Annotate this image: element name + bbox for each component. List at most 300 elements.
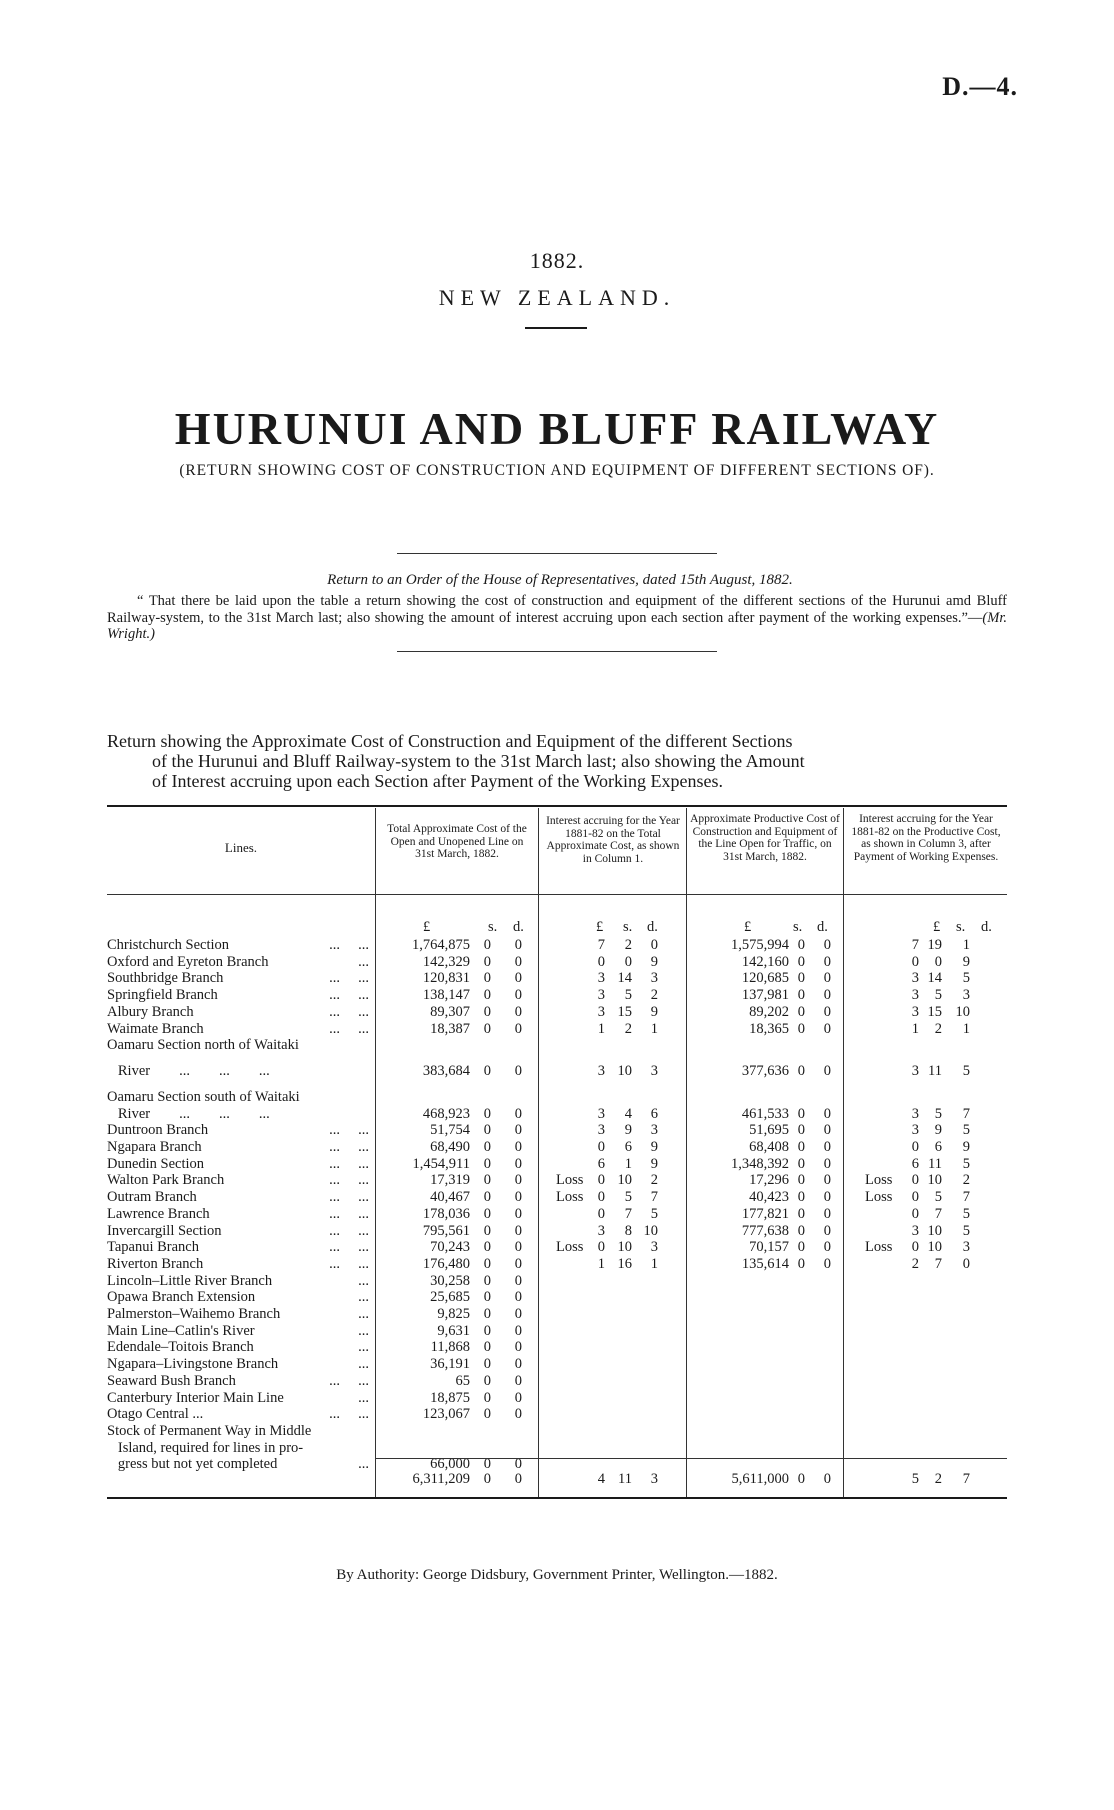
cell-c4d: 7 [962,1105,970,1122]
cell-c2p: 3 [597,1122,605,1139]
cell-c1d: 0 [514,1020,522,1037]
line-name [107,954,375,971]
cell-c3d: 0 [823,1205,831,1222]
line-name-text: Main Line–Catlin's River [107,1322,255,1339]
title-divider [525,327,587,329]
cell-c2p: 1 [597,1020,605,1037]
cell-c4d: 5 [962,970,970,987]
total-c2p: 4 [597,1471,605,1487]
cell-c1d: 0 [514,1139,522,1156]
cell-c2d: 3 [650,1239,658,1256]
leader-dots: ... ... [329,1406,369,1423]
cell-c2s: 9 [624,1122,632,1139]
cell-c4d: 7 [962,1189,970,1206]
cell-c1s: 0 [483,1139,491,1156]
unit-pence: d. [513,919,524,935]
cell-c1s: 0 [483,1456,491,1473]
cell-c1s: 0 [483,1389,491,1406]
cell-c3d: 0 [823,1122,831,1139]
line-name [107,987,375,1004]
cell-c3s: 0 [797,987,805,1004]
line-name [107,1356,375,1373]
cell-c3d: 0 [823,1139,831,1156]
cell-c1: 123,067 [422,1406,470,1423]
cell-c4d: 1 [962,937,970,953]
leader-dots: ... [358,1456,369,1473]
document-year: 1882. [529,248,585,273]
cell-c3s: 0 [797,1222,805,1239]
cell-c2s: 14 [617,970,632,987]
cell-c4d: 9 [962,1139,970,1156]
line-name-text: River ... ... ... [107,1063,270,1080]
cell-c1: 51,754 [430,1122,470,1139]
cell-c1d: 0 [514,1306,522,1323]
cell-c1d: 0 [514,970,522,987]
cell-c4s: 10 [927,1239,942,1256]
cell-c1d: 0 [514,1289,522,1306]
leader-dots: ... [358,1289,369,1306]
line-name-text: gress but not yet completed [107,1456,278,1473]
line-name-text: River ... ... ... [107,1105,270,1122]
line-name-text: Springfield Branch [107,987,218,1004]
cell-c4p: 3 [911,987,919,1004]
leader-dots: ... ... [329,1172,369,1189]
line-name-text: Ngapara Branch [107,1139,202,1156]
document-country: NEW ZEALAND. [438,285,676,310]
unit-pound: £ [596,919,604,935]
cell-c4s: 7 [934,1205,942,1222]
cell-c3: 377,636 [741,1063,789,1080]
cell-c4p: 7 [911,937,919,953]
cell-c2d: 7 [650,1189,658,1206]
cell-c4d: 10 [955,1003,970,1020]
cell-c4d: 5 [962,1222,970,1239]
cell-c1s: 0 [483,1222,491,1239]
line-name [107,1223,375,1240]
line-name-text: Otago Central ... [107,1406,204,1423]
order-bottom-rule [397,651,717,652]
cell-c3s: 0 [797,1122,805,1139]
cell-c4p: 0 [911,1172,919,1189]
cell-c1d: 0 [514,1063,522,1080]
cell-c2d: 10 [643,1222,658,1239]
cell-c1s: 0 [483,1172,491,1189]
cell-c1d: 0 [514,1372,522,1389]
cell-c1d: 0 [514,1105,522,1122]
cell-c2s: 6 [624,1139,632,1156]
cell-c1d: 0 [514,937,522,953]
cell-c2p: 1 [597,1255,605,1272]
line-name [107,1172,375,1189]
leader-dots: ... ... [329,1255,369,1272]
line-name [107,970,375,987]
line-name-text: Lincoln–Little River Branch [107,1272,273,1289]
line-name-text: Canterbury Interior Main Line [107,1389,284,1406]
cell-c4p: 3 [911,1222,919,1239]
cell-c2p: 3 [597,1105,605,1122]
cell-c1: 468,923 [422,1105,470,1122]
return-heading-line-3: of Interest accruing upon each Section after Payment of the Working Expenses. [152,771,724,791]
quote-text: “ That there be laid upon the table a return showing the cost of construction and equipment of the different sections of the Hurunui amd Bluff Railway-system, to the 31st March last; also showing the amount of interest accruing upon each section after payment of the working expenses.”— [107,593,1007,626]
column-divider [538,808,539,1497]
cell-c4s: 10 [927,1222,942,1239]
cell-c1: 30,258 [430,1272,470,1289]
total-c1d: 0 [514,1471,522,1487]
line-name [107,1021,375,1038]
cell-c2p: 3 [597,1222,605,1239]
cell-c3s: 0 [797,1020,805,1037]
cell-c2s: 15 [617,1003,632,1020]
cell-c2p: 6 [597,1155,605,1172]
cell-c1d: 0 [514,1172,522,1189]
cell-c1s: 0 [483,1205,491,1222]
cell-c2s: 1 [624,1155,632,1172]
cell-c2p: 0 [597,1189,605,1206]
line-name-text: Dunedin Section [107,1155,205,1172]
line-name [107,1423,375,1440]
total-c2d: 3 [650,1471,658,1487]
order-line: Return to an Order of the House of Representatives, dated 15th August, 1882. [327,572,793,588]
cell-c3: 461,533 [741,1105,789,1122]
cell-c1s: 0 [483,1189,491,1206]
line-name-text: Ngapara–Livingstone Branch [107,1356,279,1373]
cell-c4p: 0 [911,1239,919,1256]
line-name-text: Albury Branch [107,1003,194,1020]
cell-c1: 68,490 [430,1139,470,1156]
cell-c4p: 0 [911,1189,919,1206]
line-name [107,1273,375,1290]
cell-c3d: 0 [823,1020,831,1037]
cell-c2s: 10 [617,1063,632,1080]
cell-c4p: 6 [911,1155,919,1172]
cell-c2s: 0 [624,953,632,970]
cell-c2s: 8 [624,1222,632,1239]
cell-c2s: 5 [624,987,632,1004]
cell-c3: 777,638 [741,1222,789,1239]
total-c4d: 7 [962,1471,970,1487]
cell-c1: 795,561 [422,1222,470,1239]
cell-c3: 17,296 [749,1172,789,1189]
cell-c2l: Loss [556,1239,584,1256]
cell-c3s: 0 [797,953,805,970]
total-c4s: 2 [934,1471,942,1487]
header-lines: Lines. [224,840,258,855]
leader-dots: ... ... [329,1003,369,1020]
line-name [107,1063,375,1080]
column-divider [686,808,687,1497]
cell-c1s: 0 [483,987,491,1004]
cell-c4s: 0 [934,953,942,970]
cell-c1d: 0 [514,1222,522,1239]
line-name [107,1456,375,1473]
total-c3d: 0 [823,1471,831,1487]
cell-c1s: 0 [483,1122,491,1139]
printer-footer: By Authority: George Didsbury, Government Printer, Wellington.—1882. [336,1567,778,1583]
cell-c1: 65 [455,1372,470,1389]
cell-c3s: 0 [797,1063,805,1080]
cell-c3s: 0 [797,1139,805,1156]
unit-pence: d. [817,919,828,935]
cell-c3: 40,423 [749,1189,789,1206]
line-name-text: Oamaru Section south of Waitaki [107,1088,300,1105]
cell-c4s: 11 [928,1063,942,1080]
cell-c4s: 6 [934,1139,942,1156]
cell-c4s: 5 [934,987,942,1004]
cell-c2p: 0 [597,953,605,970]
cell-c3d: 0 [823,1255,831,1272]
cell-c1: 142,329 [422,953,470,970]
cell-c3d: 0 [823,1172,831,1189]
cell-c1d: 0 [514,1406,522,1423]
cell-c1d: 0 [514,1155,522,1172]
cell-c1s: 0 [483,937,491,953]
cell-c1d: 0 [514,1255,522,1272]
cell-c3s: 0 [797,1172,805,1189]
cell-c3s: 0 [797,1155,805,1172]
cell-c2s: 2 [624,1020,632,1037]
cell-c4p: 3 [911,1105,919,1122]
cell-c4d: 5 [962,1155,970,1172]
total-c1: 6,311,209 [412,1471,470,1487]
leader-dots: ... [358,1389,369,1406]
header-interest-total: Interest accruing for the Year 1881-82 on the Total Approximate Cost, as shown in Column 1. [546,815,680,865]
cell-c3d: 0 [823,1063,831,1080]
cell-c3: 68,408 [749,1139,789,1156]
cell-c1: 1,764,875 [412,937,470,953]
cell-c1s: 0 [483,1356,491,1373]
cell-c1s: 0 [483,1272,491,1289]
quote-author: (Mr. Wright.) [107,609,1007,642]
cell-c2l: Loss [556,1189,584,1206]
total-c1s: 0 [483,1471,491,1487]
cell-c4s: 5 [934,1189,942,1206]
cell-c3s: 0 [797,1255,805,1272]
cell-c1d: 0 [514,1339,522,1356]
cell-c4p: 3 [911,1122,919,1139]
cell-c2d: 2 [650,987,658,1004]
cell-c3: 1,575,994 [731,937,789,953]
cell-c1s: 0 [483,1003,491,1020]
order-top-rule [397,553,717,554]
cell-c3s: 0 [797,1189,805,1206]
leader-dots: ... ... [329,1155,369,1172]
cell-c1s: 0 [483,953,491,970]
leader-dots: ... [358,1272,369,1289]
cell-c1s: 0 [483,1322,491,1339]
cell-c2d: 3 [650,970,658,987]
cell-c4p: 3 [911,1003,919,1020]
cell-c2s: 2 [624,937,632,953]
line-name-text: Walton Park Branch [107,1172,225,1189]
total-c3: 5,611,000 [731,1471,789,1487]
cell-c3: 70,157 [749,1239,789,1256]
cell-c2p: 0 [597,1239,605,1256]
cell-c2p: 3 [597,1063,605,1080]
cell-c1s: 0 [483,970,491,987]
order-quote [107,593,1007,643]
table-top-rule [107,805,1007,807]
cell-c1s: 0 [483,1239,491,1256]
cell-c3: 51,695 [749,1122,789,1139]
line-name-text: Opawa Branch Extension [107,1289,256,1306]
line-name [107,1189,375,1206]
cell-c1s: 0 [483,1372,491,1389]
line-name [107,1106,375,1123]
cell-c1d: 0 [514,1272,522,1289]
cell-c4d: 1 [962,1020,970,1037]
cell-c1s: 0 [483,1406,491,1423]
line-name [107,1004,375,1021]
totals-rule [375,1458,1007,1459]
column-divider [843,808,844,1497]
cell-c4d: 5 [962,1063,970,1080]
leader-dots: ... ... [329,1139,369,1156]
cell-c4p: 3 [911,1063,919,1080]
cell-c1s: 0 [483,1339,491,1356]
cell-c3d: 0 [823,1222,831,1239]
cell-c4p: 0 [911,1205,919,1222]
leader-dots: ... ... [329,1205,369,1222]
cell-c3d: 0 [823,953,831,970]
line-name-text: Lawrence Branch [107,1205,210,1222]
cell-c4s: 15 [927,1003,942,1020]
cell-c4s: 19 [927,937,942,953]
cell-c2p: 0 [597,1139,605,1156]
unit-pence: d. [647,919,658,935]
cell-c2s: 5 [624,1189,632,1206]
cell-c1d: 0 [514,953,522,970]
unit-pound: £ [933,919,941,935]
cell-c2p: 3 [597,987,605,1004]
cell-c1: 17,319 [430,1172,470,1189]
cell-c1: 178,036 [422,1205,470,1222]
line-name-text: Outram Branch [107,1189,197,1206]
line-name [107,1323,375,1340]
line-name-text: Christchurch Section [107,937,230,953]
leader-dots: ... ... [329,1122,369,1139]
line-name [107,1122,375,1139]
total-c4p: 5 [911,1471,919,1487]
cell-c2p: 0 [597,1205,605,1222]
line-name-text: Seaward Bush Branch [107,1372,236,1389]
cell-c1d: 0 [514,1456,522,1473]
cell-c3s: 0 [797,1105,805,1122]
cell-c2d: 1 [650,1020,658,1037]
cell-c1: 18,387 [430,1020,470,1037]
cell-c3: 120,685 [741,970,789,987]
cell-c4d: 3 [962,987,970,1004]
line-name [107,1139,375,1156]
cell-c1s: 0 [483,1255,491,1272]
return-heading-line-1: Return showing the Approximate Cost of Construction and Equipment of the different Sections [107,731,793,751]
cell-c2d: 9 [650,1155,658,1172]
cell-c3: 177,821 [741,1205,789,1222]
line-name [107,1289,375,1306]
cell-c4s: 2 [934,1020,942,1037]
header-interest-productive: Interest accruing for the Year 1881-82 on the Productive Cost, as shown in Column 3, after Payment of Working Expenses. [851,813,1001,863]
cell-c1: 1,454,911 [412,1155,470,1172]
cell-c4s: 11 [928,1155,942,1172]
cell-c2s: 16 [617,1255,632,1272]
cell-c4s: 5 [934,1105,942,1122]
line-name-text: Oxford and Eyreton Branch [107,953,269,970]
return-heading [107,731,1007,791]
line-name [107,1306,375,1323]
line-name [107,1339,375,1356]
cell-c3d: 0 [823,1239,831,1256]
cell-c3d: 0 [823,1105,831,1122]
unit-shilling: s. [623,919,633,935]
cell-c4p: 0 [911,953,919,970]
cell-c3s: 0 [797,1003,805,1020]
cell-c1: 40,467 [430,1189,470,1206]
leader-dots: ... ... [329,987,369,1004]
document-reference: D.—4. [942,72,1018,101]
leader-dots: ... ... [329,1222,369,1239]
line-name-text: Riverton Branch [107,1255,204,1272]
line-name [107,1239,375,1256]
cell-c2p: 7 [597,937,605,953]
cell-c2d: 5 [650,1205,658,1222]
cell-c1d: 0 [514,987,522,1004]
cell-c4p: 2 [911,1255,919,1272]
cell-c2d: 0 [650,937,658,953]
leader-dots: ... [358,1339,369,1356]
cell-c4s: 14 [927,970,942,987]
cell-c4s: 7 [934,1255,942,1272]
cell-c1d: 0 [514,1356,522,1373]
cell-c3d: 0 [823,937,831,953]
leader-dots: ... [358,1356,369,1373]
cell-c1: 9,825 [437,1306,470,1323]
cell-c3: 137,981 [741,987,789,1004]
cell-c4d: 0 [962,1255,970,1272]
line-name [107,1037,375,1054]
cell-c1d: 0 [514,1122,522,1139]
line-name-text: Southbridge Branch [107,970,224,987]
line-name [107,1406,375,1423]
header-rule [107,894,1007,895]
cell-c1: 9,631 [437,1322,470,1339]
unit-shilling: s. [488,919,498,935]
unit-shilling: s. [956,919,966,935]
cell-c3s: 0 [797,937,805,953]
cell-c3: 89,202 [749,1003,789,1020]
cell-c1: 11,868 [430,1339,470,1356]
cell-c3s: 0 [797,1205,805,1222]
cell-c3: 142,160 [741,953,789,970]
leader-dots: ... [358,953,369,970]
cell-c4d: 5 [962,1122,970,1139]
cell-c4l: Loss [865,1172,893,1189]
line-name-text: Island, required for lines in pro- [107,1439,304,1456]
cell-c1: 70,243 [430,1239,470,1256]
leader-dots: ... ... [329,1372,369,1389]
cell-c1: 120,831 [422,970,470,987]
cell-c3: 18,365 [749,1020,789,1037]
line-name-text: Palmerston–Waihemo Branch [107,1306,281,1323]
cell-c1: 25,685 [430,1289,470,1306]
cell-c2p: 0 [597,1172,605,1189]
cell-c4l: Loss [865,1189,893,1206]
cell-c4d: 3 [962,1239,970,1256]
cell-c2l: Loss [556,1172,584,1189]
cell-c4p: 3 [911,970,919,987]
cell-c3: 135,614 [741,1255,789,1272]
cell-c1d: 0 [514,1003,522,1020]
cell-c2d: 9 [650,953,658,970]
cell-c3d: 0 [823,987,831,1004]
